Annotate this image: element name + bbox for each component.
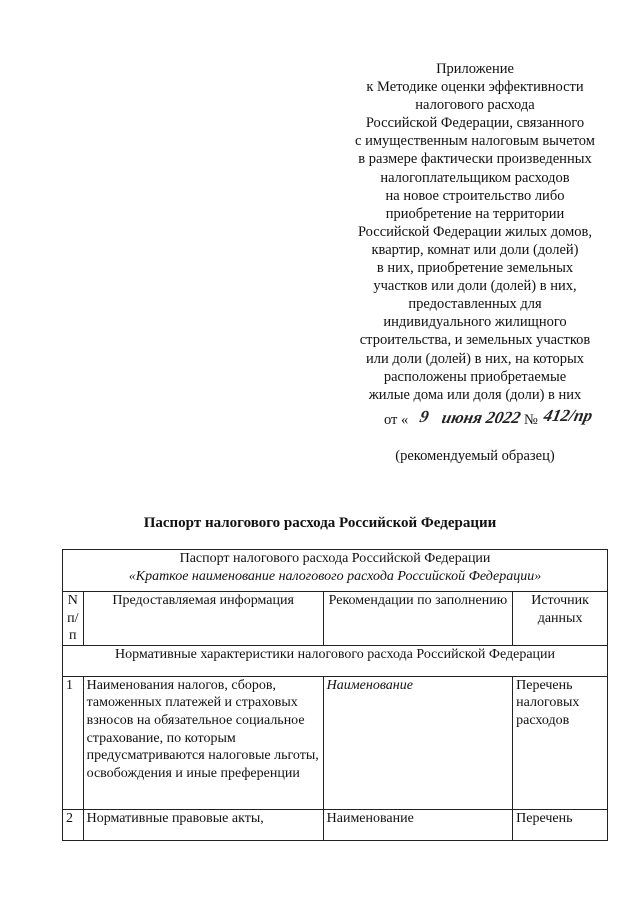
row-num: 1 — [63, 676, 84, 809]
appendix-line: предоставленных для — [408, 296, 542, 313]
appendix-line: квартир, комнат или доли (долей) — [371, 241, 579, 258]
appendix-line: индивидуального жилищного — [383, 314, 567, 331]
row-info: Нормативные правовые акты, — [83, 809, 323, 840]
row-src: Перечень — [513, 809, 608, 840]
appendix-line: к Методике оценки эффективности — [366, 79, 584, 96]
appendix-line: на новое строительство либо — [385, 187, 565, 204]
table-header-row — [63, 592, 608, 646]
appendix-line: жилые дома или доля (доли) в них — [368, 386, 582, 403]
row-info: Наименования налогов, сборов, таможенных платежей и страховых взносов на обязательное социальное страхование, по которым предусматриваются налоговые льготы, освобождения и иные преференции — [83, 676, 323, 809]
appendix-line: приобретение на территории — [385, 205, 565, 222]
table-caption — [63, 550, 608, 592]
row-num: 2 — [63, 809, 84, 840]
table-caption-subtitle: «Краткое наименование налогового расхода Российской Федерации» — [128, 568, 542, 584]
appendix-line: участков или доли (долей) в них, — [373, 278, 577, 295]
order-reference — [384, 406, 624, 438]
order-day-handwritten: 9 — [418, 407, 431, 426]
header-num: N п/п — [63, 592, 84, 646]
appendix-line: расположены приобретаемые — [383, 368, 567, 385]
table-row — [63, 809, 608, 840]
section-heading: Нормативные характеристики налогового расхода Российской Федерации — [63, 645, 608, 676]
order-month-handwritten: июня 2022 — [440, 408, 523, 427]
order-number-handwritten: 412/пр — [542, 406, 595, 425]
header-info: Предоставляемая информация — [83, 592, 323, 646]
passport-table — [62, 549, 608, 841]
table-caption-row — [63, 550, 608, 592]
appendix-line: строительства, и земельных участков — [359, 332, 591, 349]
order-prefix: от « — [384, 412, 409, 428]
page-title: Паспорт налогового расхода Российской Федерации — [143, 515, 497, 531]
order-number-label: № — [524, 412, 538, 428]
appendix-line: в размере фактически произведенных — [358, 151, 592, 168]
appendix-line: в них, приобретение земельных — [376, 260, 574, 277]
appendix-line: с имущественным налоговым вычетом — [355, 133, 595, 150]
appendix-line: налогоплательщиком расходов — [380, 169, 570, 186]
table-row — [63, 676, 608, 809]
appendix-block — [340, 60, 610, 404]
header-rec: Рекомендации по заполнению — [323, 592, 513, 646]
row-src: Перечень налоговых расходов — [513, 676, 608, 809]
row-rec: Наименование — [323, 676, 513, 809]
sample-note: (рекомендуемый образец) — [395, 448, 555, 464]
appendix-line: налогового расхода — [415, 97, 535, 114]
appendix-line: Российской Федерации жилых домов, — [357, 223, 593, 240]
header-src: Источник данных — [513, 592, 608, 646]
row-rec: Наименование — [323, 809, 513, 840]
appendix-line: Приложение — [436, 61, 514, 77]
table-caption-title: Паспорт налогового расхода Российской Федерации — [179, 551, 491, 566]
appendix-line: Российской Федерации, связанного — [365, 115, 585, 132]
appendix-line: или доли (долей) в них, на которых — [366, 350, 584, 367]
section-row — [63, 645, 608, 676]
